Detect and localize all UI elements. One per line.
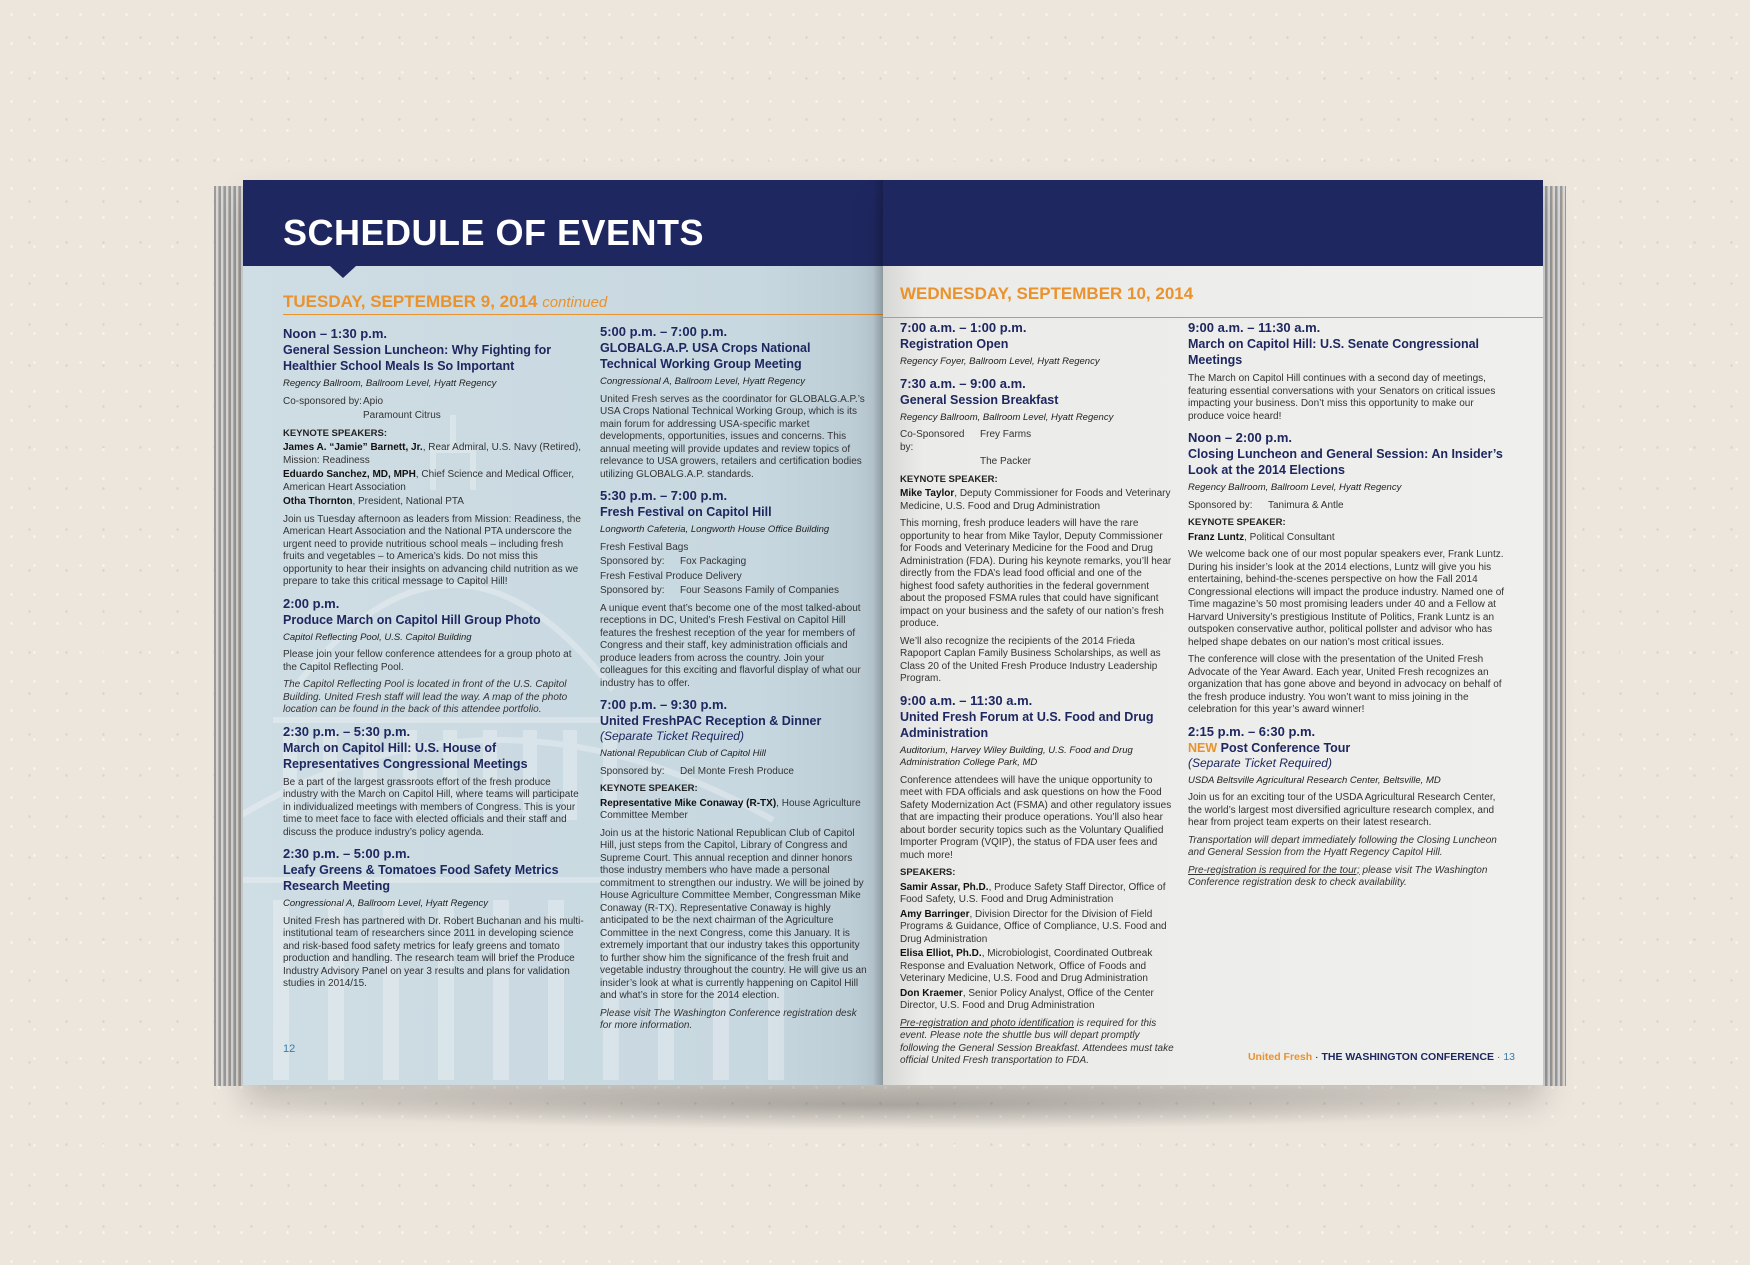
day-heading-wednesday: WEDNESDAY, SEPTEMBER 10, 2014 (900, 284, 1194, 303)
event-closing-luncheon (1188, 430, 1508, 717)
speakers-heading: KEYNOTE SPEAKER: (900, 473, 998, 485)
sponsor-row: Sponsored by: Fox Packaging (600, 556, 747, 567)
sponsor-row: Fresh Festival Bags (600, 541, 689, 553)
event-location: National Republican Club of Capitol Hill (600, 748, 766, 759)
event-post-conference-tour (1188, 724, 1508, 890)
left-column-1 (283, 326, 586, 998)
event-description: The March on Capitol Hill continues with a second day of meetings, featuring essential conversations with your Senators on critical issues impacting your business. Don’t miss this opportunity to make our produce voice heard! (1188, 373, 1496, 422)
day-rule (283, 314, 883, 315)
event-title: Registration Open (900, 337, 1009, 351)
event-title: Closing Luncheon and General Session: An Insider’s Look at the 2014 Elections (1188, 447, 1503, 477)
event-note-2: Pre-registration is required for the tour; please visit The Washington Conference registration desk to check availability. (1188, 864, 1488, 888)
sponsor-row: Sponsored by: Four Seasons Family of Companies (600, 585, 839, 596)
speakers-heading: SPEAKERS: (900, 867, 956, 878)
event-time: 9:00 a.m. – 11:30 a.m. (1188, 320, 1321, 335)
event-description: Join us for an exciting tour of the USDA Agricultural Research Center, the world’s largest most diversified agriculture research complex, and hear from project team experts on their latest research. (1188, 792, 1496, 828)
event-time: 2:30 p.m. – 5:00 p.m. (283, 846, 411, 861)
right-page-edges (1543, 186, 1566, 1086)
event-title: NEW Post Conference Tour (1188, 740, 1351, 755)
event-location: Regency Foyer, Ballroom Level, Hyatt Regency (900, 356, 1100, 367)
event-description: Be a part of the largest grassroots effort of the fresh produce industry with the March on Capitol Hill, where teams will participate in individualized meetings with members of Congress. This is your time to meet face to face with elected officials and their staff and discuss the produce industry’s policy agenda. (283, 776, 579, 838)
right-page (883, 180, 1543, 1085)
sponsor-row: Sponsored by: Del Monte Fresh Produce (600, 765, 794, 777)
event-subtitle: (Separate Ticket Required) (600, 729, 744, 743)
sponsor-row: Co-sponsored by: Apio (283, 395, 384, 407)
speaker: James A. “Jamie” Barnett, Jr., Rear Admiral, U.S. Navy (Retired), Mission: Readiness (283, 442, 582, 466)
header-band (883, 180, 1543, 266)
speaker: Elisa Elliot, Ph.D., Microbiologist, Coordinated Outbreak Response and Evaluation Network, Office of Foods and Veterinary Medicine, U.S. Food and Drug Administration (900, 948, 1153, 984)
event-breakfast (900, 376, 1175, 686)
event-fda-forum (900, 693, 1175, 1068)
page-number-right: 13 (1503, 1051, 1515, 1063)
event-globalgap (600, 324, 870, 481)
event-location: Congressional A, Ballroom Level, Hyatt Regency (283, 898, 489, 909)
footer-brand: United Fresh (1247, 1051, 1313, 1063)
speaker: Don Kraemer, Senior Policy Analyst, Office of the Center Director, U.S. Food and Drug Administration (900, 987, 1154, 1011)
speakers-heading: KEYNOTE SPEAKER: (1188, 517, 1286, 528)
sponsor-row: The Packer (980, 456, 1032, 467)
speaker: Amy Barringer, Division Director for the Division of Field Programs & Guidance, Office of Compliance, U.S. Food and Drug Administration (900, 908, 1167, 945)
day-rule (883, 317, 1543, 318)
sponsor-row: Co-Sponsored by: Frey Farms (900, 429, 1032, 453)
left-column-2 (600, 324, 870, 1040)
event-title: General Session Breakfast (900, 392, 1059, 407)
event-location: Auditorium, Harvey Wiley Building, U.S. Food and Drug Administration College Park, MD (900, 744, 1133, 768)
event-description: We welcome back one of our most popular speakers ever, Frank Luntz. During his insider’s look at the 2014 elections, Luntz will give you his entertaining, behind-the-scenes perspective on how the Fall 2014 Congressional elections will impact the produce industry. Named one of Time magazine’s 50 most promising leaders under 40 and a Fellow at Harvard University’s prestigious Institute of Politics, Frank Luntz is an outspoken conservative author, political pollster and advisor who has helped shape debates on our nation’s most critical issues. (1188, 549, 1505, 648)
event-title: Leafy Greens & Tomatoes Food Safety Metrics Research Meeting (283, 863, 559, 893)
event-description: United Fresh serves as the coordinator for GLOBALG.A.P.’s USA Crops National Technical Working Group, which is its main forum for addressing USA-specific market developments, opportunities, issues and concerns. This annual meeting will provide updates and review topics of relevance to USA growers, retailers and certification bodies utilizing GLOBALG.A.P. standards. (600, 393, 865, 480)
event-location: USDA Beltsville Agricultural Research Center, Beltsville, MD (1188, 774, 1441, 786)
speakers-heading: KEYNOTE SPEAKER: (600, 783, 698, 794)
event-description: This morning, fresh produce leaders will have the rare opportunity to hear from Mike Taylor, Deputy Commissioner for Foods and Veterinary Medicine for the Food and Drug Administration (FDA). During his keynote remarks, you’ll hear directly from the FDA’s lead food official and one of the highest food safety authorities in the federal government about the proposed FSMA rules that could have significant impact on your business and the safety of our nation’s fresh produce. (900, 518, 1172, 629)
event-title: March on Capitol Hill: U.S. Senate Congressional Meetings (1188, 337, 1480, 367)
event-registration (900, 320, 1175, 369)
event-location: Longworth Cafeteria, Longworth House Office Building (600, 524, 830, 535)
page-footer: United Fresh · THE WASHINGTON CONFERENCE · 13 (1247, 1051, 1515, 1063)
page-number-left: 12 (283, 1043, 296, 1055)
event-time: 9:00 a.m. – 11:30 a.m. (900, 692, 1033, 708)
footer-conference: THE WASHINGTON CONFERENCE (1321, 1051, 1494, 1063)
right-column-1 (900, 320, 1175, 1075)
event-note: The Capitol Reflecting Pool is located in front of the U.S. Capitol Building. United Fresh staff will lead the way. A map of the photo location can be found in the back of this attendee portfolio. (283, 679, 568, 715)
day-heading-tuesday: TUESDAY, SEPTEMBER 9, 2014 continued (283, 292, 608, 311)
event-title: Produce March on Capitol Hill Group Photo (283, 612, 541, 627)
event-time: 7:00 a.m. – 1:00 p.m. (900, 320, 1027, 335)
event-group-photo (283, 596, 586, 717)
event-note: Transportation will depart immediately following the Closing Luncheon and General Session from the Hyatt Regency Capitol Hill. (1188, 834, 1497, 858)
event-time: Noon – 2:00 p.m. (1188, 430, 1293, 445)
sponsor-row: Paramount Citrus (363, 410, 441, 421)
header-notch (330, 266, 356, 278)
event-title: United Fresh Forum at U.S. Food and Drug Administration (900, 709, 1154, 740)
event-house-march (283, 724, 586, 840)
event-description-2: The conference will close with the presentation of the United Fresh Advocate of the Year Award. Each year, United Fresh recognizes an organization that has gone above and beyond in advocacy on behalf of the fresh produce industry. You won’t want to miss joining in the celebration for this year’s award winner! (1188, 654, 1502, 715)
speaker: Representative Mike Conaway (R-TX), House Agriculture Committee Member (600, 797, 861, 821)
sponsor-row: Fresh Festival Produce Delivery (600, 570, 742, 582)
event-senate-march (1188, 320, 1508, 423)
left-page (243, 180, 883, 1085)
event-title: March on Capitol Hill: U.S. House of Representatives Congressional Meetings (283, 740, 528, 771)
event-note: Pre-registration and photo identification is required for this event. Please note the shuttle bus will depart promptly following the General Session Breakfast. Attendees must take official United Fresh transportation to FDA. (900, 1017, 1174, 1066)
event-description: Conference attendees will have the unique opportunity to meet with FDA officials and ask questions on how the Food Safety Modernization Act (FSMA) and other regulatory issues that are impacting their produce operations. You’ll also hear about border security topics such as the Voluntary Qualified Importer Program (VQIP), the status of FDA user fees and much more! (900, 774, 1172, 861)
event-fresh-festival (600, 488, 870, 690)
event-description: A unique event that’s become one of the most talked-about receptions in DC, United’s Fresh Festival on Capitol Hill features the freshest reception of the year for members of Congress and their staff, key administration officials and produce leaders from across the country. Join your colleagues for this exciting and flavorful display of what our industry has to offer. (600, 602, 861, 689)
sponsor-row: Sponsored by: Tanimura & Antle (1188, 499, 1344, 511)
event-time: 2:30 p.m. – 5:30 p.m. (283, 723, 411, 739)
event-title: Fresh Festival on Capitol Hill (600, 505, 772, 519)
left-page-edges (214, 186, 243, 1086)
right-column-2 (1188, 320, 1508, 897)
event-location: Regency Ballroom, Ballroom Level, Hyatt Regency (900, 411, 1114, 423)
speakers-heading: KEYNOTE SPEAKERS: (283, 427, 387, 439)
event-title: General Session Luncheon: Why Fighting for Healthier School Meals Is So Important (283, 343, 552, 373)
event-location: Capitol Reflecting Pool, U.S. Capitol Building (283, 631, 472, 643)
event-location: Regency Ballroom, Ballroom Level, Hyatt Regency (283, 378, 497, 389)
event-food-safety-metrics (283, 846, 586, 991)
new-badge: NEW (1188, 740, 1218, 755)
event-time: 7:00 p.m. – 9:30 p.m. (600, 697, 728, 712)
speaker: Otha Thornton, President, National PTA (283, 496, 464, 507)
event-description: Please join your fellow conference attendees for a group photo at the Capitol Reflecting Pool. (283, 649, 572, 673)
event-location: Congressional A, Ballroom Level, Hyatt Regency (600, 376, 806, 387)
speaker: Franz Luntz, Political Consultant (1188, 531, 1335, 543)
speaker: Samir Assar, Ph.D., Produce Safety Staff Director, Office of Food Safety, U.S. Food and Drug Administration (900, 881, 1166, 905)
event-time: 5:30 p.m. – 7:00 p.m. (600, 488, 728, 503)
event-note: Please visit The Washington Conference registration desk for more information. (600, 1007, 857, 1031)
event-freshpac-dinner (600, 697, 870, 1033)
event-title: United FreshPAC Reception & Dinner (600, 714, 822, 728)
event-time: 7:30 a.m. – 9:00 a.m. (900, 375, 1026, 391)
event-luncheon (283, 326, 586, 589)
event-time: 5:00 p.m. – 7:00 p.m. (600, 324, 728, 339)
header-band (243, 180, 883, 266)
event-subtitle: (Separate Ticket Required) (1188, 755, 1332, 770)
event-description: Join us at the historic National Republican Club of Capitol Hill, just steps from the Capitol, Library of Congress and Supreme Court. This annual reception and dinner honors those industry members who have made a personal commitment to strengthen our industry. We will be joined by House Agriculture Committee Member, Congressman Mike Conaway (R-TX). Representative Conaway is highly anticipated to be the next chairman of the Agriculture Committee in the next Congress, come this January. It is extremely important that our industry takes this opportunity to further show him the significance of the fresh fruit and vegetable industry throughout the country. He will give us an insider’s look at what is currently happening on Capitol Hill and what’s in store for the 2014 election. (600, 827, 867, 1001)
event-description: United Fresh has partnered with Dr. Robert Buchanan and his multi-institutional team of researchers since 2011 in developing science and risk-based food safety metrics for leafy greens and tomato production and handling. The research team will brief the Produce Industry Advisory Panel on year 3 results and plans for validation studies in 2014/15. (283, 915, 584, 989)
event-location: Regency Ballroom, Ballroom Level, Hyatt Regency (1188, 482, 1402, 493)
event-description: Join us Tuesday afternoon as leaders from Mission: Readiness, the American Heart Association and the National PTA underscore the urgent need to provide nutritious school meals – including fresh fruits and vegetables – to America’s kids. Do not miss this opportunity to hear their insights on advancing child nutrition as we prepare to take this critical message to Capitol Hill! (283, 513, 581, 587)
event-time: 2:00 p.m. (283, 595, 340, 611)
speaker: Mike Taylor, Deputy Commissioner for Foods and Veterinary Medicine, U.S. Food and Drug Administration (900, 488, 1171, 512)
page-title: SCHEDULE OF EVENTS (283, 212, 705, 253)
book-shadow (240, 1080, 1540, 1130)
event-title: GLOBALG.A.P. USA Crops National Technical Working Group Meeting (600, 341, 811, 371)
event-time: 2:15 p.m. – 6:30 p.m. (1188, 723, 1316, 739)
speaker: Eduardo Sanchez, MD, MPH, Chief Science and Medical Officer, American Heart Association (283, 469, 575, 493)
event-time: Noon – 1:30 p.m. (283, 326, 388, 341)
event-description-2: We’ll also recognize the recipients of the 2014 Frieda Rapoport Caplan Family Business Scholarships, as well as Class 20 of the United Fresh Produce Industry Leadership Program. (900, 635, 1161, 684)
